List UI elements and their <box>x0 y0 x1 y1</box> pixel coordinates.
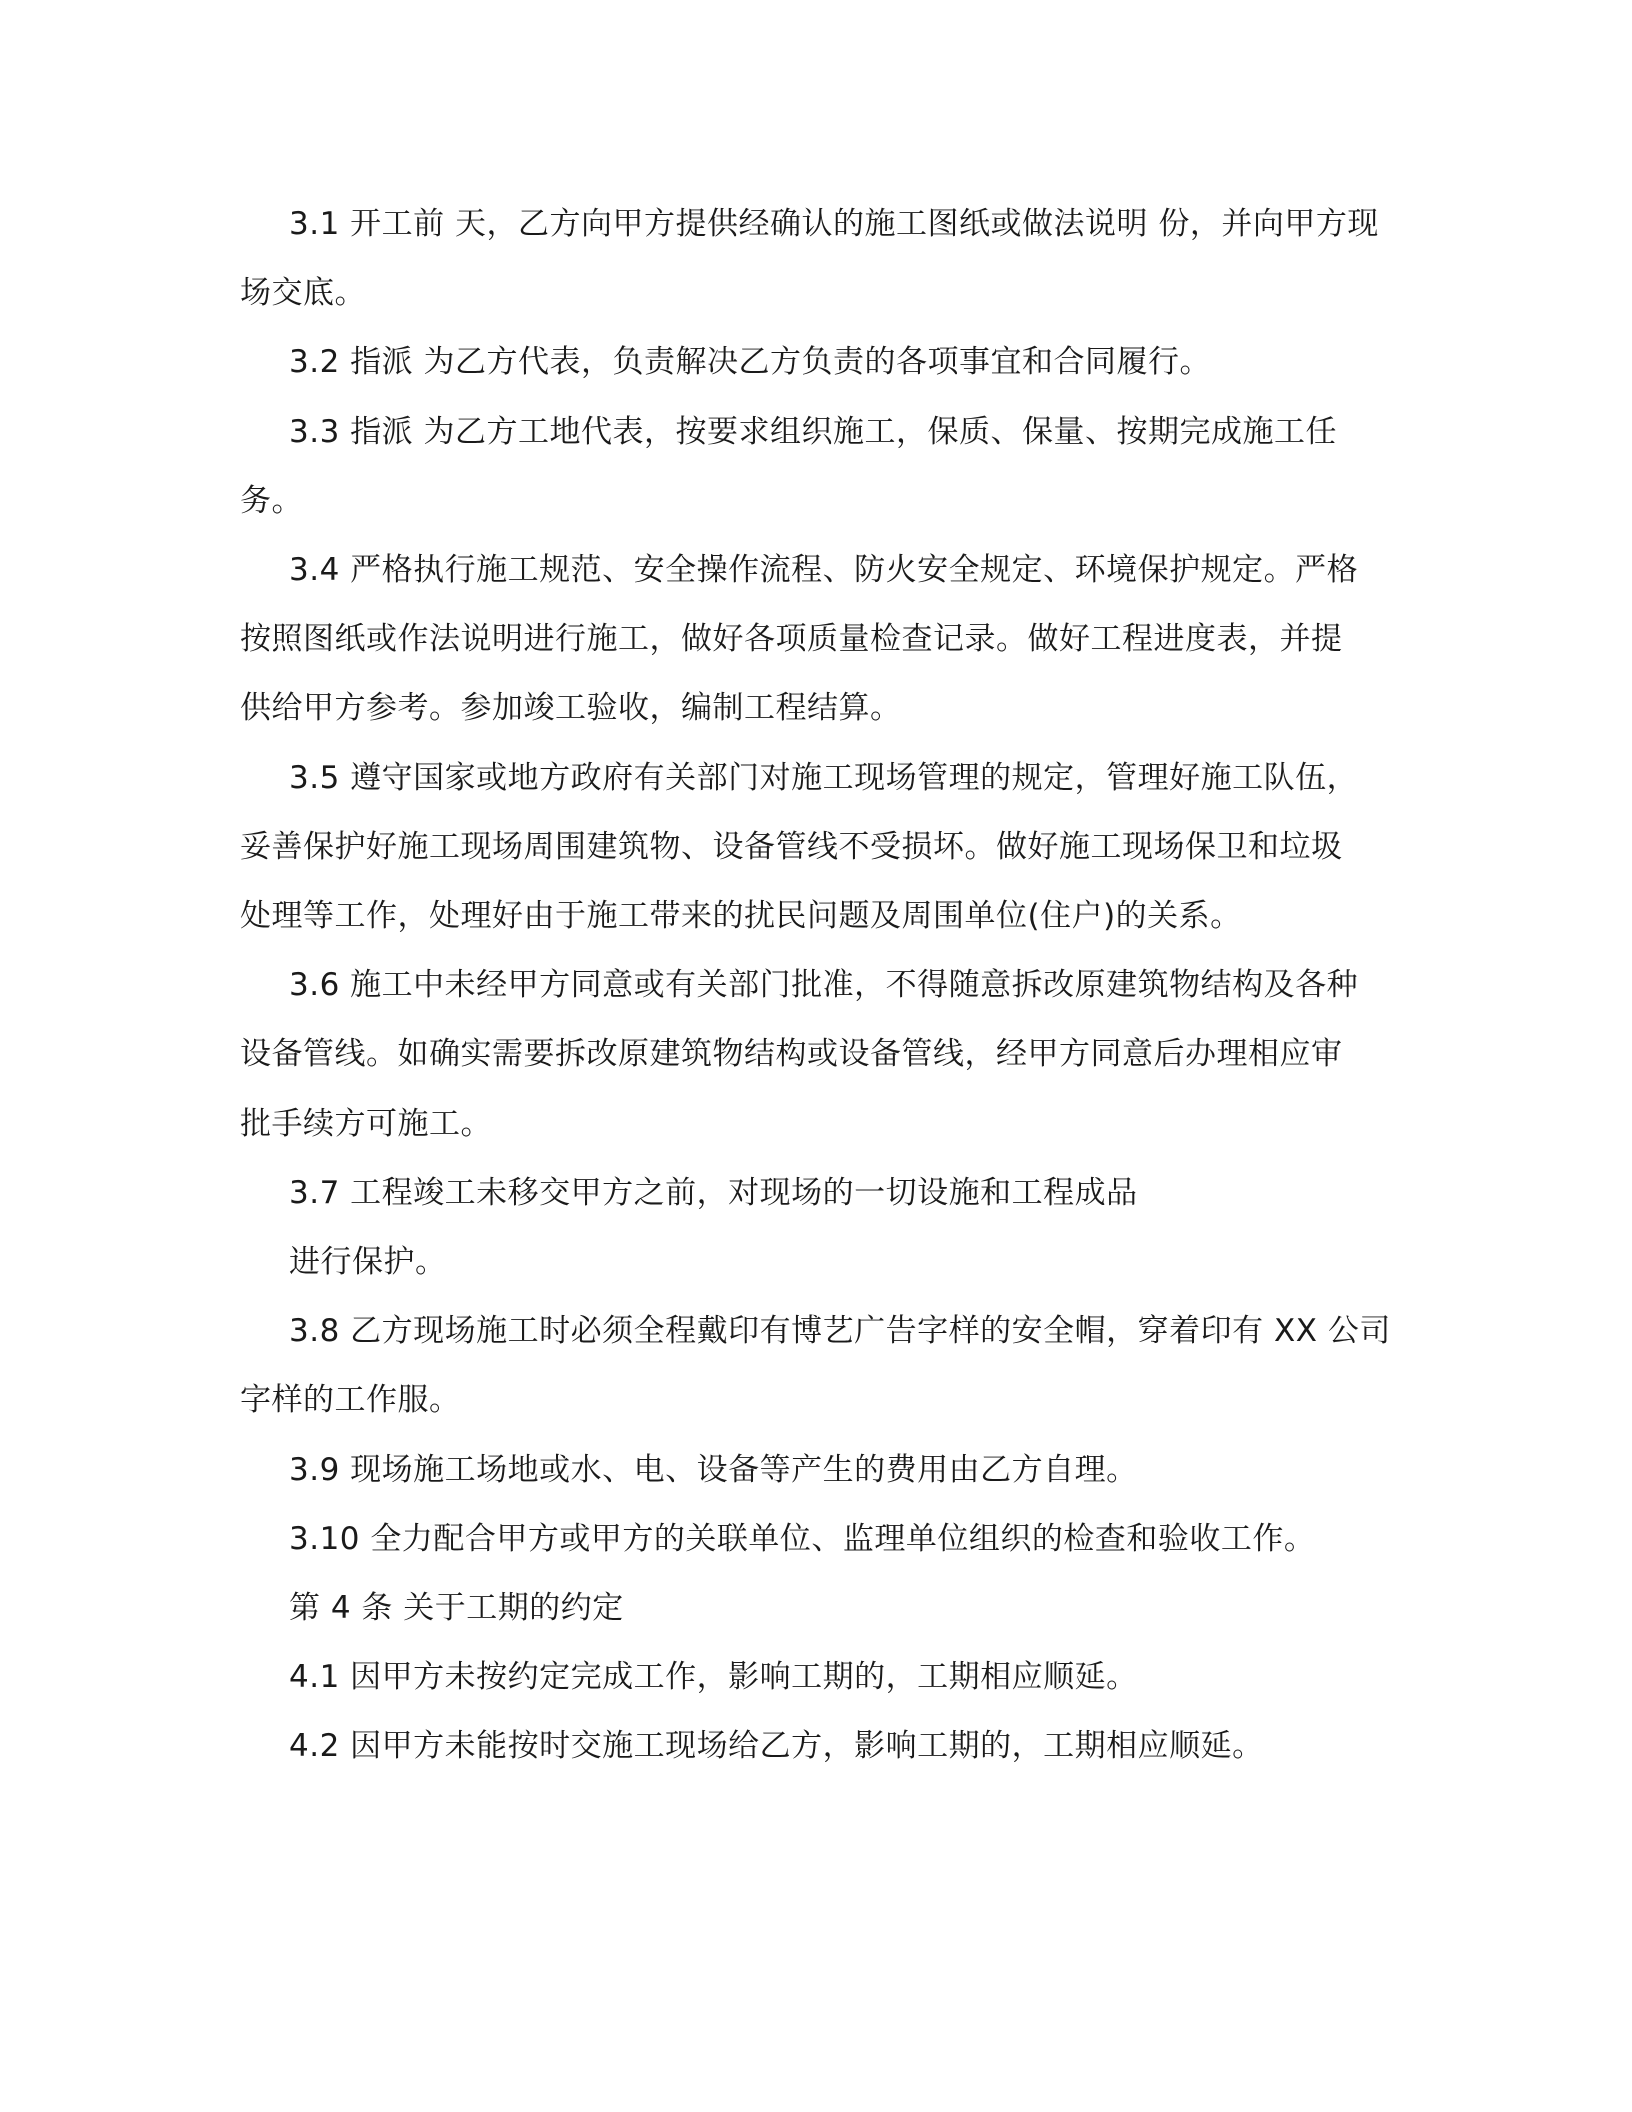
clause-3-4-line-3: 供给甲方参考。参加竣工验收，编制工程结算。 <box>240 690 902 726</box>
clause-3-8-line-2: 字样的工作服。 <box>240 1382 461 1418</box>
clause-3-2-line-1: 3.2 指派 为乙方代表，负责解决乙方负责的各项事宜和合同履行。 <box>289 344 1212 380</box>
clause-3-8-line-1: 3.8 乙方现场施工时必须全程戴印有博艺广告字样的安全帽，穿着印有 XX 公司 <box>289 1313 1391 1349</box>
clause-3-7-line-1: 3.7 工程竣工未移交甲方之前，对现场的一切设施和工程成品 <box>289 1175 1138 1211</box>
clause-3-3-line-2: 务。 <box>240 483 303 519</box>
clause-3-10-line-1: 3.10 全力配合甲方或甲方的关联单位、监理单位组织的检查和验收工作。 <box>289 1521 1316 1557</box>
clause-3-1-line-2: 场交底。 <box>240 275 366 311</box>
clause-3-6-line-3: 批手续方可施工。 <box>240 1106 492 1142</box>
clause-3-7-line-2: 进行保护。 <box>289 1244 447 1280</box>
clause-3-3-line-1: 3.3 指派 为乙方工地代表，按要求组织施工，保质、保量、按期完成施工任 <box>289 414 1338 450</box>
clause-3-4-line-2: 按照图纸或作法说明进行施工，做好各项质量检查记录。做好工程进度表，并提 <box>240 621 1343 657</box>
clause-4-1-line-1: 4.1 因甲方未按约定完成工作，影响工期的，工期相应顺延。 <box>289 1659 1138 1695</box>
clause-3-5-line-2: 妥善保护好施工现场周围建筑物、设备管线不受损坏。做好施工现场保卫和垃圾 <box>240 829 1343 865</box>
clause-3-9-line-1: 3.9 现场施工场地或水、电、设备等产生的费用由乙方自理。 <box>289 1452 1138 1488</box>
article-4-heading: 第 4 条 关于工期的约定 <box>289 1590 624 1626</box>
clause-3-5-line-1: 3.5 遵守国家或地方政府有关部门对施工现场管理的规定，管理好施工队伍， <box>289 760 1359 796</box>
clause-3-6-line-1: 3.6 施工中未经甲方同意或有关部门批准，不得随意拆改原建筑物结构及各种 <box>289 967 1359 1003</box>
clause-4-2-line-1: 4.2 因甲方未能按时交施工现场给乙方，影响工期的，工期相应顺延。 <box>289 1728 1264 1764</box>
clause-3-5-line-3: 处理等工作，处理好由于施工带来的扰民问题及周围单位(住户)的关系。 <box>240 898 1242 934</box>
clause-3-1-line-1: 3.1 开工前 天，乙方向甲方提供经确认的施工图纸或做法说明 份，并向甲方现 <box>289 206 1379 242</box>
clause-3-6-line-2: 设备管线。如确实需要拆改原建筑物结构或设备管线，经甲方同意后办理相应审 <box>240 1036 1343 1072</box>
clause-3-4-line-1: 3.4 严格执行施工规范、安全操作流程、防火安全规定、环境保护规定。严格 <box>289 552 1359 588</box>
